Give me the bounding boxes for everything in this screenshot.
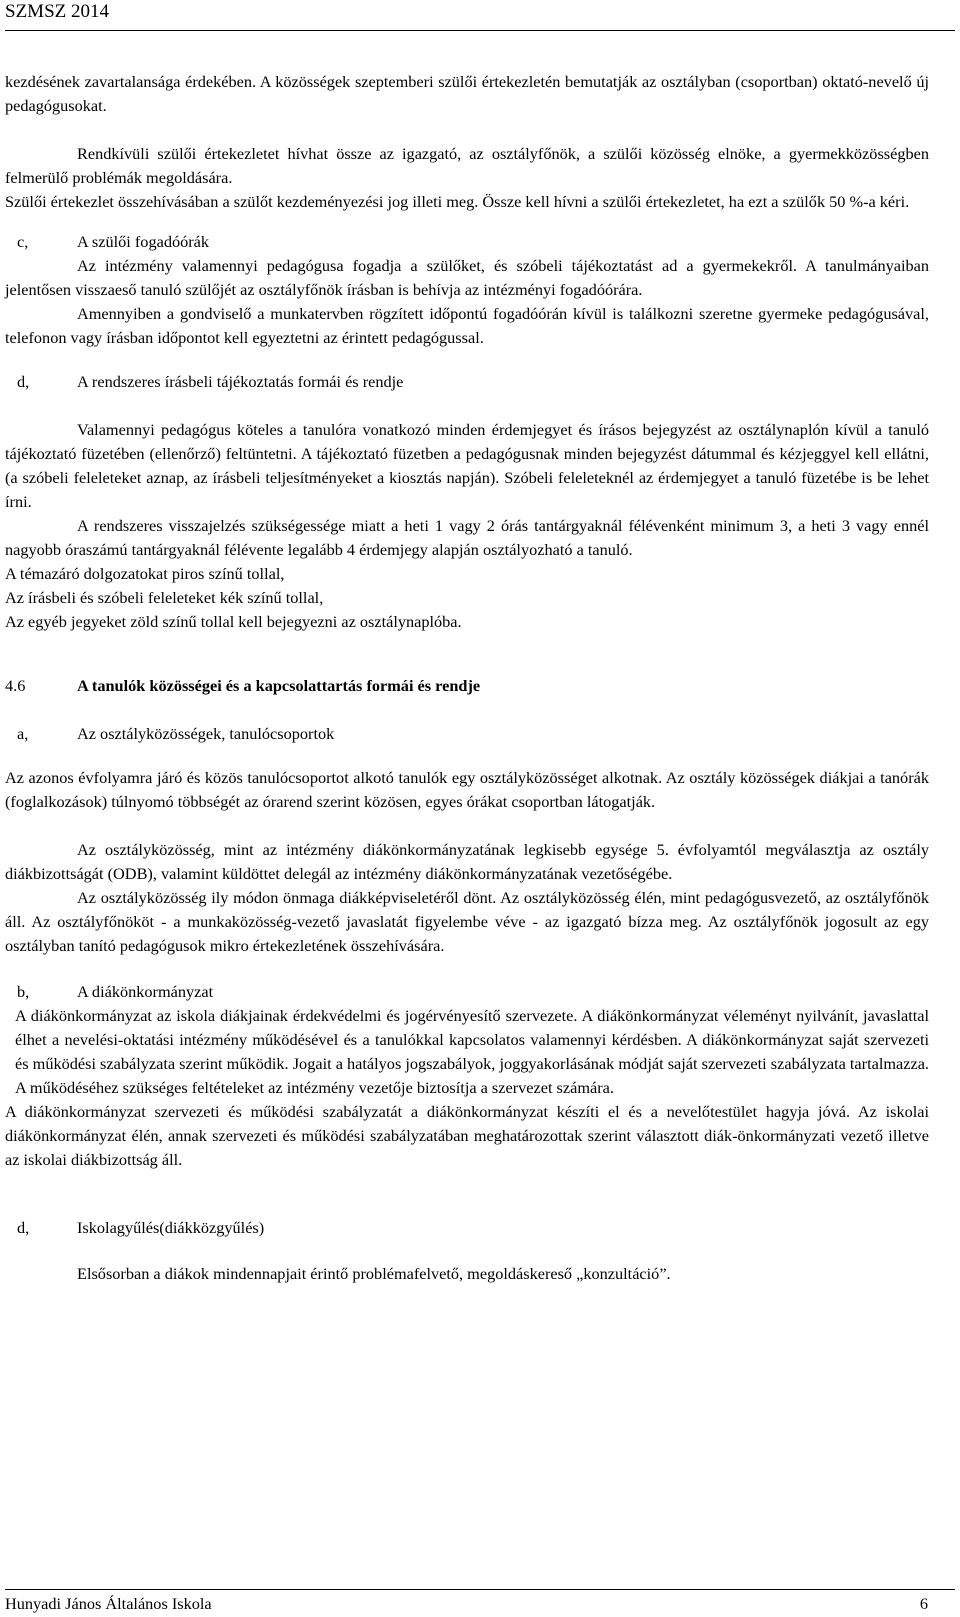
header-divider: [5, 30, 955, 31]
paragraph: Az azonos évfolyamra járó és közös tanulócsoportot alkotó tanulók egy osztályközösséget alkotnak. Az osztály közösségek diákjai a tanórák (foglalkozások) túlnyomó többségét az órarend szerint közösen, egyes órákat csoportban látogatják.: [5, 768, 929, 811]
paragraph: Rendkívüli szülői értekezletet hívhat össze az igazgató, az osztályfőnök, a szülői közösség elnöke, a gyermekközösségben felmerülő problémák megoldására.: [5, 144, 929, 187]
paragraph: Valamennyi pedagógus köteles a tanulóra vonatkozó minden érdemjegyet és írásos bejegyzést az osztálynaplón kívül a tanuló tájékoztató füzetében (ellenőrző) feltüntetni. A tájékoztató füzetben a pedagógusnak minden bejegyzést dátummal és kézjeggyel kell ellátni, (a szóbeli feleleteket aznap, az írásbeli teljesítményeket a kiosztás napján). Szóbeli feleleteknél az érdemjegyet a tanuló füzetébe is be lehet írni.: [5, 420, 929, 511]
paragraph: A diákönkormányzat az iskola diákjainak érdekvédelmi és jogérvényesítő szervezete. A diákönkormányzat véleményt nyilvánít, javaslattal élhet a nevelési-oktatási intézmény működésével és a tanulókkal kapcsolatos valamennyi kérdésben. A diákönkormányzat saját szervezeti és működési szabályzata szerint működik. Jogait a hatályos jogszabályok, joggyakorlásának módját saját szervezeti szabályzata tartalmazza. A működéséhez szükséges feltételeket az intézmény vezetője biztosítja a szervezet számára.: [15, 1006, 929, 1097]
section-b-heading: [5, 980, 929, 1004]
paragraph-part: A tanulmányaiban jelentősen visszaeső tanuló szülőjét az osztályfőnök írásban is behívja az intézményi fogadóórára.: [5, 256, 930, 299]
section-c-heading: [5, 230, 929, 254]
section-label: d,: [17, 372, 30, 391]
section-number: 4.6: [5, 676, 26, 695]
paragraph: A diákönkormányzat szervezeti és működési szabályzatát a diákönkormányzat készíti el és a nevelőtestület hagyja jóvá. Az iskolai diákönkormányzat élén, annak szervezeti és működési szabályzatában meghatározottak szerint választott diák-önkormányzati vezető illetve az iskolai diákbizottság áll.: [5, 1102, 929, 1169]
section-title: Iskolagyűlés(diákközgyűlés): [77, 1218, 265, 1237]
section-d2-heading: [5, 1216, 929, 1240]
section-title: A tanulók közösségei és a kapcsolattartás formái és rendje: [77, 676, 481, 695]
list-line: Az egyéb jegyeket zöld színű tollal kell bejegyezni az osztálynaplóba.: [5, 612, 462, 631]
list-line: A témazáró dolgozatokat piros színű tollal,: [5, 564, 285, 583]
section-title: A rendszeres írásbeli tájékoztatás formái és rendje: [77, 372, 404, 391]
section-label: d,: [17, 1218, 30, 1237]
paragraph: Az osztályközösség ily módon önmaga diákképviseletéről dönt. Az osztályközösség élén, mint pedagógusvezető, az osztályfőnök áll. Az osztályfőnököt - a munkaközösség-vezető javaslatát figyelembe véve - az igazgató bízza meg. Az osztályfőnök jogosult az egy osztályban tanító pedagógusok mikro értekezletének összehívására.: [5, 888, 929, 955]
footer-divider: [5, 1589, 955, 1590]
paragraph: Elsősorban a diákok mindennapjait érintő problémafelvető, megoldáskereső „konzultáció”.: [77, 1264, 671, 1283]
section-4-6-heading: [5, 674, 929, 698]
section-d-heading: [5, 370, 929, 394]
paragraph: Amennyiben a gondviselő a munkatervben rögzített időpontú fogadóórán kívül is találkozni szeretne gyermeke pedagógusával, telefonon vagy írásban időpontot kell egyeztetni az érintett pedagógussal.: [5, 304, 929, 347]
section-label: c,: [17, 232, 29, 251]
section-title: A diákönkormányzat: [77, 982, 214, 1001]
paragraph: A rendszeres visszajelzés szükségessége miatt a heti 1 vagy 2 órás tantárgyaknál félévenként minimum 3, a heti 3 vagy ennél nagyobb óraszámú tantárgyaknál félévente legalább 4 érdemjegy alapján osztályozható a tanuló.: [5, 516, 929, 559]
footer-school-name: Hunyadi János Általános Iskola: [5, 1594, 212, 1613]
section-title: A szülői fogadóórák: [77, 232, 210, 251]
section-label: b,: [17, 982, 30, 1001]
page-number: 6: [919, 1594, 928, 1613]
list-line: Az írásbeli és szóbeli feleleteket kék színű tollal,: [5, 588, 324, 607]
paragraph: kezdésének zavartalansága érdekében. A közösségek szeptemberi szülői értekezletén bemutatják az osztályban (csoportban) oktató-nevelő új pedagógusokat.: [5, 72, 929, 115]
section-title: Az osztályközösségek, tanulócsoportok: [77, 724, 335, 743]
section-a-heading: [5, 722, 929, 746]
paragraph-part: Az intézmény valamennyi pedagógusa fogadja a szülőket, és szóbeli tájékoztatást ad a gyermekekről.: [77, 256, 798, 275]
section-label: a,: [17, 724, 29, 743]
paragraph: Az osztályközösség, mint az intézmény diákönkormányzatának legkisebb egysége 5. évfolyamtól megválasztja az osztály diákbizottságát (ODB), valamint küldöttet delegál az intézmény diákönkormányzatának vezetőségébe.: [5, 840, 929, 883]
header-title: SZMSZ 2014: [5, 1, 109, 22]
paragraph: Szülői értekezlet összehívásában a szülőt kezdeményezési jog illeti meg. Össze kell hívni a szülői értekezletet, ha ezt a szülők 50 %-a kéri.: [5, 192, 910, 211]
page-content: [5, 70, 929, 1286]
paragraph: [5, 254, 929, 302]
